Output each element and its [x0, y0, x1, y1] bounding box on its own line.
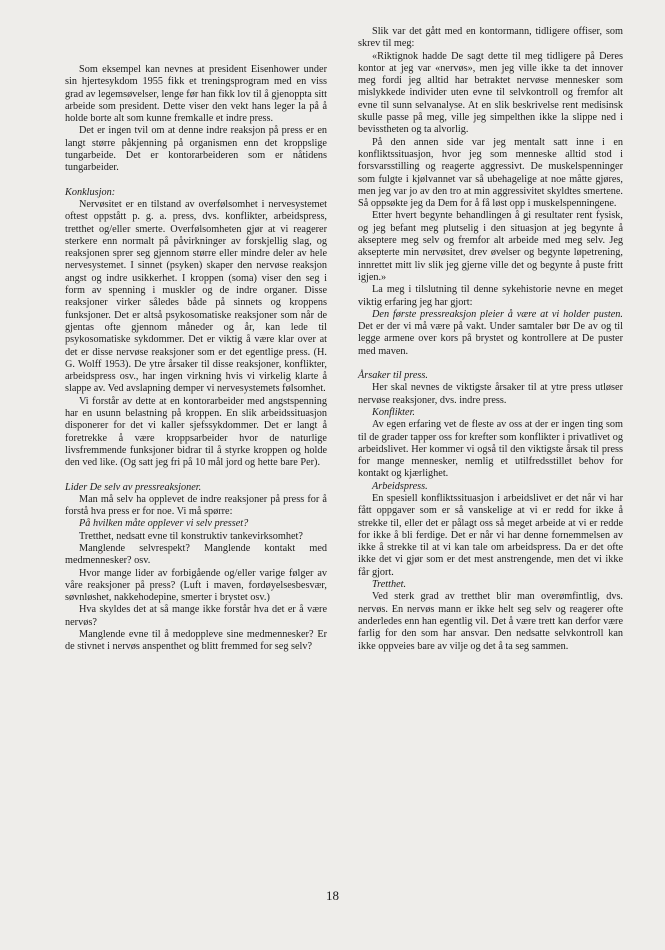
paragraph: Manglende selvrespekt? Manglende kontakt med medmennesker? osv.: [65, 542, 327, 567]
paragraph: Som eksempel kan nevnes at president Eisenhower under sin hjertesykdom 1955 fikk et treningsprogram med en viss grad av legemsøvelser, lenge før han fikk lov til å gjenoppta sitt arbeide som president. Dette viser den vekt hans leger la på å holde borte alt som kunne fremkalle et indre press.: [65, 64, 327, 125]
paragraph: Hvor mange lider av forbigående og/eller varige følger av våre reaksjoner på press? (Luft i maven, fordøyelsesbesvær, søvnløshet, nakkehodepine, smerter i brystet osv.): [65, 567, 327, 604]
quoted-letter-paragraph: På den annen side var jeg mentalt satt inne i en konfliktssituasjon, hvor jeg som menneske alltid stod i forsvarsstilling og reagerte aggressivt. De muskelspenninger som fulgte i kjølvannet var så ubehagelige at noe måtte gjøres, men jeg var jo av den tro at min aggressivitet skyldtes smertene. Så oppsøkte jeg da Dem for å få løst opp i muskelspenningene.: [358, 136, 623, 210]
quoted-letter-paragraph: «Riktignok hadde De sagt dette til meg tidligere på Deres kontor at jeg var «nervøs», men jeg ville ikke ta det innover meg fordi jeg alltid har betraktet nervøse mennesker som mislykkede individer uten evne til selvkontroll og fremfor alt evne til sunn selvanalyse. At en slik beskrivelse rent medisinsk skulle passe på meg, ville jeg simpelthen ikke la slippe ned i bevisstheten og ta alvorlig.: [358, 50, 623, 136]
italic-statement: Den første pressreaksjon pleier å være at vi holder pusten.: [372, 308, 623, 320]
paragraph: Slik var det gått med en kontormann, tidligere offiser, som skrev til meg:: [358, 26, 623, 50]
paragraph: Hva skyldes det at så mange ikke forstår hva det er å være nervøs?: [65, 604, 327, 628]
paragraph: Ved sterk grad av tretthet blir man overømfintlig, dvs. nervøs. En nervøs mann er ikke helt seg selv og reagerer ofte anderledes enn han egentlig vil. Det å være trett kan derfor være farlig for den som har ansvar. Den nedsatte selvkontroll kan ikke oppveies bare av vilje og det å ta seg sammen.: [358, 591, 623, 652]
paragraph: En spesiell konfliktssituasjon i arbeidslivet er det når vi har fått oppgaver som er så vanskelige at vi er redd for ikke å strekke til, eller det er pålagt oss så meget arbeide at vi er redde for ikke å bli ferdige. Det er når vi har denne fornemmelsen av ikke å strekke til at vi kan tale om arbeidspress. Da er det ofte ikke det vi gjør som er det mest anstrengende, men det vi ikke får gjort.: [358, 492, 623, 578]
paragraph: Vi forstår av dette at en kontorarbeider med angstspenning har en usunn belastning på kroppen. En slik arbeidssituasjon disponerer for det vi kaller sjefssykdommer. Det er langt å foretrekke å være kroppsarbeider hvor de naturlige livsfremmende funksjoner bidrar til å styrke kroppen og holde den ved like. (Og satt jeg fri på 10 mål jord og hette bare Per).: [65, 395, 327, 469]
paragraph: Det er ingen tvil om at denne indre reaksjon på press er en langt større påkjenning på organismen enn det kroppslige tungarbeide. Det er kontorarbeideren som er nåtidens tungarbeider.: [65, 125, 327, 174]
subheading-arbeidspress: Arbeidspress.: [372, 480, 428, 492]
subheading-tretthet: Tretthet.: [372, 579, 407, 591]
statement-continuation: Det er der vi må være på vakt. Under samtaler bør De av og til legge armene over kors på brystet og kontrollere at De puster med maven.: [358, 321, 623, 357]
section-heading-konklusjon: Konklusjon:: [65, 186, 116, 198]
paragraph: Man må selv ha opplevet de indre reaksjoner på press for å forstå hva press er for noe. Vi må spørre:: [65, 493, 327, 518]
subheading-konflikter: Konflikter.: [372, 406, 415, 418]
page-number: 18: [326, 888, 339, 903]
paragraph: Tretthet, nedsatt evne til konstruktiv tankevirksomhet?: [79, 530, 303, 542]
italic-question: På hvilken måte opplever vi selv presset?: [79, 518, 249, 530]
paragraph: Nervøsitet er en tilstand av overfølsomhet i nervesystemet oftest oppstått p. g. a. press, dvs. konflikter, arbeidspress, tretthet og/eller smerte. Overfølsomheten gjør at vi reagerer sterkere enn normalt på påvirkninger av forskjellig slag, og reaksjonen sprer seg gjennom større eller mindre deler av hele nervesystemet. I sinnet (psyken) skaper den nervøse reaksjon angst og indre usikkerhet. I kroppen (soma) viser den seg i form av spenning i muskler og de indre organer. Disse reaksjoner virker således både på sinnets og kroppens funksjoner. Det er altså psykosomatiske reaksjoner som når de gjentas ofte gjennom måneder og år, kan lede til psykosomatiske sykdommer. Det er viktig å være klar over at det er disse nervøse reaksjoner som er det egentlige press. (H. G. Wolff 1953). De ytre årsaker til disse reaksjoner, konflikter, arbeidspress osv., har ingen virkning hvis vi virkelig klarte å slappe av. Ved avslapning demper vi nervesystemets følsomhet.: [65, 198, 327, 395]
paragraph: Her skal nevnes de viktigste årsaker til at ytre press utløser nervøse reaksjoner, dvs. indre press.: [358, 382, 623, 406]
quoted-letter-paragraph: Etter hvert begynte behandlingen å gi resultater rent fysisk, og jeg befant meg plutselig i den situasjon at jeg begynte å akseptere meg selv og fremfor alt arbeide med meg selv. Jeg aksepterte min nervøsitet, drev øvelser og begynte løpetrening, innrettet mitt liv slik jeg gjerne ville det og begynte å puste fritt igjen.»: [358, 210, 623, 283]
paragraph: Av egen erfaring vet de fleste av oss at der er ingen ting som til de grader tapper oss for krefter som konflikter i privatlivet og arbeidslivet. Her kommer vi også til den viktigste årsak til press for mange mennesker, nemlig et utilfredsstillet behov for kontakt og kjærlighet.: [358, 419, 623, 480]
section-heading-lider-de-selv: Lider De selv av pressreaksjoner.: [65, 481, 202, 493]
paragraph: Manglende evne til å medoppleve sine medmennesker? Er de stivnet i nervøs anspenthet og blitt fremmed for seg selv?: [65, 629, 327, 653]
left-column: [65, 64, 327, 654]
section-heading-arsaker: Årsaker til press.: [358, 370, 428, 382]
paragraph-with-italic-lead: [358, 309, 623, 358]
right-column: [358, 26, 623, 653]
paragraph: La meg i tilslutning til denne sykehistorie nevne en meget viktig erfaring jeg har gjort:: [358, 284, 623, 308]
